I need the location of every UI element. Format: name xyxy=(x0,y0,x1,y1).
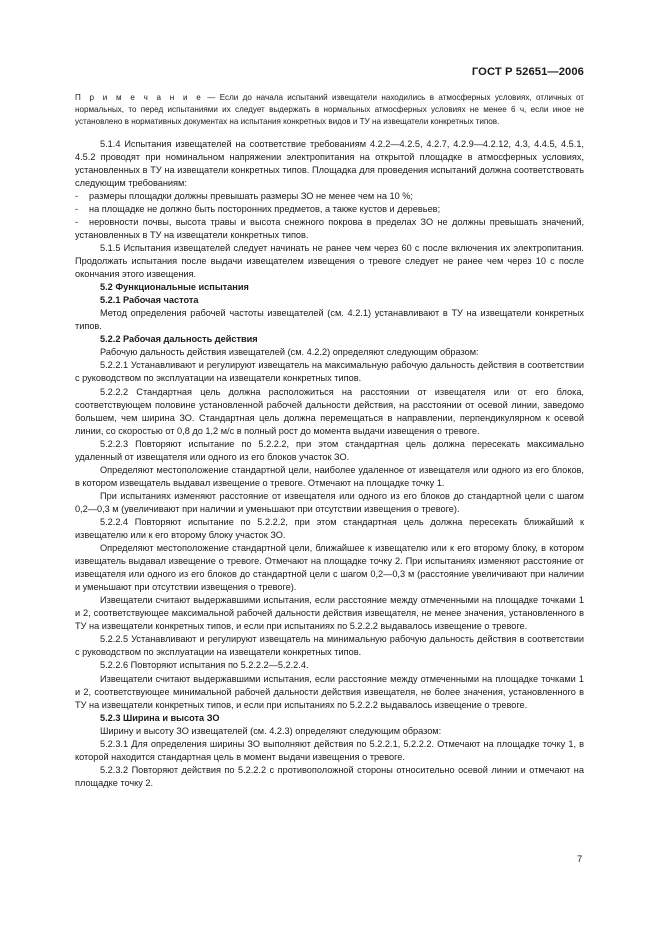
list-item-text: размеры площадки должны превышать размеры ЗО не менее чем на 10 %; xyxy=(89,190,413,201)
paragraph-5-2-3-2: 5.2.3.2 Повторяют действия по 5.2.2.2 с противоположной стороны относительно осевой линии и отмечают на площадке точку 2. xyxy=(75,764,584,788)
paragraph-5-2-2: Рабочую дальность действия извещателей (см. 4.2.2) определяют следующим образом: xyxy=(100,347,479,358)
paragraph-5-2-2-3-c: При испытаниях изменяют расстояние от извещателя или одного из его блоков до стандартной цели с шагом 0,2—0,3 м (увеличивают при наличии и уменьшают при отсутствии извещения о тревоге). xyxy=(75,490,584,514)
list-item xyxy=(75,190,584,203)
paragraph-5-2-2-6-b: Извещатели считают выдержавшими испытания, если расстояние между отмеченными на площадке точками 1 и 2, соответствующее минимальной рабочей дальности действия извещателя, не более значения, установленного в ТУ на извещатели конкретных типов, и если при испытаниях по 5.2.2.2 выдавалось извещение о тревоге. xyxy=(75,673,584,710)
section-heading-5-2: 5.2 Функциональные испытания xyxy=(100,282,249,293)
paragraph-5-2-2-4-c: Извещатели считают выдержавшими испытания, если расстояние между отмеченными на площадке точками 1 и 2, соответствующее максимальной рабочей дальности действия извещателя, не менее значения, установленного в ТУ на извещатели конкретных типов, и если при испытаниях по 5.2.2.2 выдавалось извещение о тревоге. xyxy=(75,595,584,632)
note-label: П р и м е ч а н и е xyxy=(75,93,203,102)
paragraph-5-2-3-1: 5.2.3.1 Для определения ширины ЗО выполняют действия по 5.2.2.1, 5.2.2.2. Отмечают на площадке точку 1, в которой находится стандартная цель в момент выдачи извещения о тревоге. xyxy=(75,738,584,762)
paragraph-5-2-2-3-b: Определяют местоположение стандартной цели, наиболее удаленное от извещателя или одного из его блоков, в котором извещатель выдавал извещение о тревоге. Отмечают на площадке точку 1. xyxy=(75,464,584,488)
section-heading-5-2-2: 5.2.2 Рабочая дальность действия xyxy=(100,334,258,345)
list-item xyxy=(75,203,584,216)
paragraph-5-2-2-3: 5.2.2.3 Повторяют испытание по 5.2.2.2, при этом стандартная цель должна пересекать максимально удаленный от извещателя или одного из его блоков участок ЗО. xyxy=(75,438,584,462)
document-id-header: ГОСТ Р 52651—2006 xyxy=(471,66,584,78)
list-item-text: на площадке не должно быть посторонних предметов, а также кустов и деревьев; xyxy=(89,203,441,214)
list-item-text: неровности почвы, высота травы и высота снежного покрова в пределах ЗО не должны превышать значений, установленных в ТУ на извещатели конкретных типов. xyxy=(75,216,584,240)
note-text: — Если до начала испытаний извещатели находились в атмосферных условиях, отличных от нормальных, то перед испытаниями их следует выдержать в нормальных атмосферных условиях не менее 6 ч, если иное не установлено в нормативных документах на испытания конкретных видов и ТУ на извещатели конкретных типов. xyxy=(75,93,584,127)
note-paragraph xyxy=(75,92,584,129)
section-heading-5-2-1: 5.2.1 Рабочая частота xyxy=(100,295,199,306)
bullet-marker: - xyxy=(75,216,79,227)
bullet-marker: - xyxy=(75,203,79,214)
paragraph-5-1-5: 5.1.5 Испытания извещателей следует начинать не ранее чем через 60 с после включения их электропитания. Продолжать испытания после выдачи извещателем извещения о тревоге следует не ранее чем через 10 с после окончания этого извещения. xyxy=(75,242,584,280)
paragraph-5-2-3: Ширину и высоту ЗО извещателей (см. 4.2.3) определяют следующим образом: xyxy=(100,725,442,736)
section-heading-5-2-3: 5.2.3 Ширина и высота ЗО xyxy=(100,712,220,723)
paragraph-5-1-4: 5.1.4 Испытания извещателей на соответствие требованиям 4.2.2—4.2.5, 4.2.7, 4.2.9—4.2.12, 4.3, 4.4.5, 4.5.1, 4.5.2 проводят при номинальном напряжении электропитания на открытой площадке в атмосферных условиях, установленных в ТУ на извещатели конкретных типов. Площадка для проведения испытаний должна соответствовать следующим требованиям: xyxy=(75,138,584,188)
paragraph-5-2-2-4-b: Определяют местоположение стандартной цели, ближайшее к извещателю или к его второму блоку, в котором извещатель выдавал извещение о тревоге. Отмечают на площадке точку 2. При испытаниях изменяют расстояние от извещателя или одного из его блоков до стандартной цели с шагом 0,2—0,3 м (расстояние увеличивают при наличии и уменьшают при отсутствии извещения о тревоге). xyxy=(75,543,584,593)
paragraph-5-2-2-4: 5.2.2.4 Повторяют испытание по 5.2.2.2, при этом стандартная цель должна пересекать ближайший к извещателю или к его второму блоку участок ЗО. xyxy=(75,516,584,541)
paragraph-5-2-2-6: 5.2.2.6 Повторяют испытания по 5.2.2.2—5.2.2.4. xyxy=(100,660,309,671)
bullet-marker: - xyxy=(75,190,79,201)
paragraph-5-2-2-1: 5.2.2.1 Устанавливают и регулируют извещатель на максимальную рабочую дальность действия в соответствии с руководством по эксплуатации на извещатели конкретных типов. xyxy=(75,360,584,384)
paragraph-5-2-1: Метод определения рабочей частоты извещателей (см. 4.2.1) устанавливают в ТУ на извещатели конкретных типов. xyxy=(75,308,584,332)
list-item xyxy=(75,216,584,242)
paragraph-5-2-2-5: 5.2.2.5 Устанавливают и регулируют извещатель на минимальную рабочую дальность действия в соответствии с руководством по эксплуатации на извещатели конкретных типов. xyxy=(75,634,584,658)
document-body xyxy=(75,92,584,790)
page-number: 7 xyxy=(577,854,583,865)
paragraph-5-2-2-2: 5.2.2.2 Стандартная цель должна расположиться на расстоянии от извещателя или от его блока, соответствующем половине установленной рабочей дальности действия, на расстоянии от осевой линии, заведомо большем, чем ширина ЗО. Стандартная цель должна перемещаться в направлении, перпендикулярном к осевой линии, со скоростью от 0,8 до 1,2 м/с в полный рост до момента выдачи извещения о тревоге. xyxy=(75,386,584,436)
